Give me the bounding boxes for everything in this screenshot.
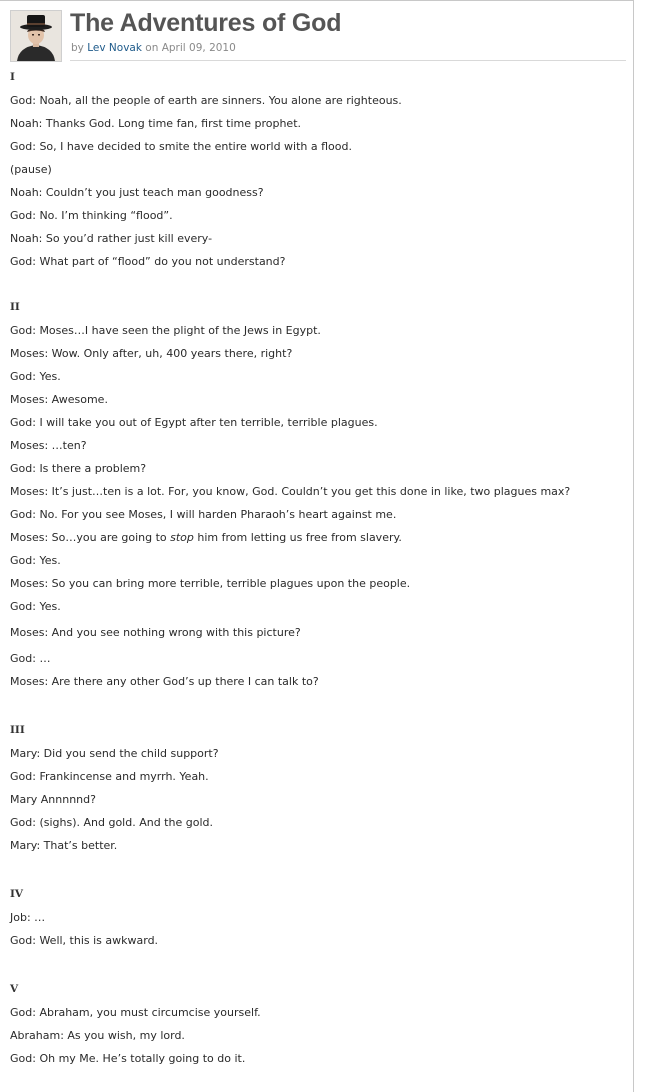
section-heading: III [10,724,25,736]
dialogue-line: God: Oh my Me. He’s totally going to do it. [10,1052,246,1065]
dialogue-line: Mary: That’s better. [10,839,118,852]
dialogue-line: God: Noah, all the people of earth are sinners. You alone are righteous. [10,94,402,107]
dialogue-line: God: Yes. [10,600,61,613]
dialogue-line: God: Yes. [10,554,61,567]
dialogue-line: Noah: Couldn’t you just teach man goodness? [10,186,264,199]
dialogue-line: Moses: So you can bring more terrible, terrible plagues upon the people. [10,577,411,590]
line-text-before: Moses: So…you are going to [10,531,171,544]
dialogue-line: Mary: Did you send the child support? [10,747,219,760]
dialogue-line: God: I will take you out of Egypt after ten terrible, terrible plagues. [10,416,378,429]
dialogue-line: God: Well, this is awkward. [10,934,159,947]
avatar-portrait-icon [11,11,61,61]
dialogue-line: Moses: Are there any other God’s up there I can talk to? [10,675,319,688]
dialogue-line-emphasis [10,531,402,544]
dialogue-line: Noah: So you’d rather just kill every- [10,232,213,245]
section-heading: I [10,71,15,83]
dialogue-line: Moses: And you see nothing wrong with this picture? [10,626,301,639]
dialogue-line: God: (sighs). And gold. And the gold. [10,816,213,829]
section-heading: IV [10,888,24,900]
frame-right-border [633,0,634,1092]
dialogue-line: God: Moses…I have seen the plight of the Jews in Egypt. [10,324,321,337]
author-link[interactable]: Lev Novak [87,42,142,54]
header-divider [70,60,626,61]
dialogue-line: (pause) [10,163,52,176]
dialogue-line: Moses: It’s just…ten is a lot. For, you know, God. Couldn’t you get this done in like, two plagues max? [10,485,571,498]
dialogue-line: Abraham: As you wish, my lord. [10,1029,185,1042]
dialogue-line: God: Abraham, you must circumcise yourself. [10,1006,261,1019]
emphasized-word: stop [170,531,194,544]
section-heading: V [10,983,19,995]
dialogue-line: Mary Annnnnd? [10,793,96,806]
author-avatar[interactable] [10,10,62,62]
line-text-after: him from letting us free from slavery. [193,531,402,544]
dialogue-line: God: No. I’m thinking “flood”. [10,209,173,222]
dialogue-line: God: Yes. [10,370,61,383]
dialogue-line: Moses: …ten? [10,439,87,452]
frame-top-border [0,0,634,1]
dialogue-line: Moses: Awesome. [10,393,108,406]
dialogue-line: God: So, I have decided to smite the entire world with a flood. [10,140,352,153]
dialogue-line: God: Frankincense and myrrh. Yeah. [10,770,209,783]
dialogue-line: Job: … [10,911,46,924]
dialogue-line: God: No. For you see Moses, I will harden Pharaoh’s heart against me. [10,508,397,521]
post-byline [71,42,236,54]
dialogue-line: God: Is there a problem? [10,462,147,475]
post-date: April 09, 2010 [161,42,236,54]
post-title: The Adventures of God [70,9,342,37]
byline-by: by [71,42,84,54]
byline-on: on [145,42,159,54]
dialogue-line: Moses: Wow. Only after, uh, 400 years there, right? [10,347,293,360]
section-heading: II [10,301,20,313]
dialogue-line: God: … [10,652,51,665]
dialogue-line: God: What part of “flood” do you not understand? [10,255,286,268]
dialogue-line: Noah: Thanks God. Long time fan, first time prophet. [10,117,302,130]
